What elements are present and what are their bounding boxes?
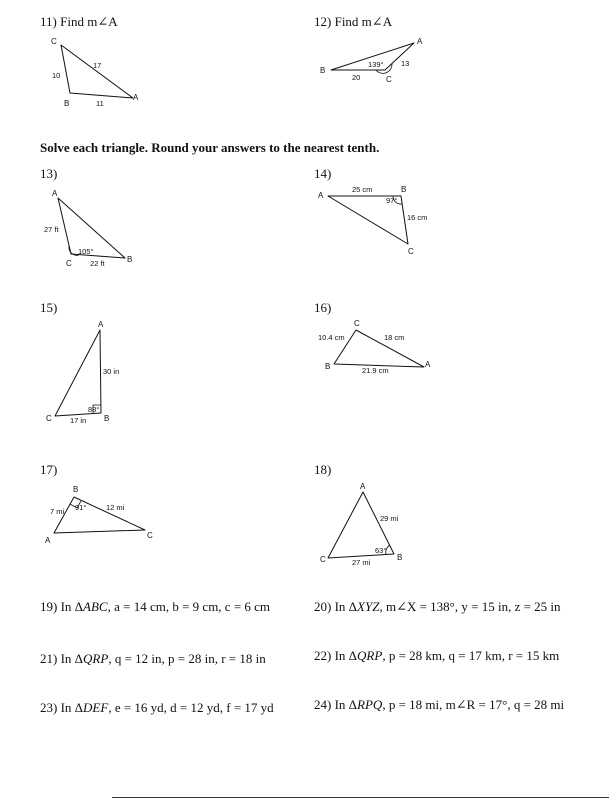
problem-23: 23) In ΔDEF, e = 16 yd, d = 12 yd, f = 17 yd: [40, 700, 274, 715]
vertex-b-13: B: [127, 255, 133, 264]
problem-24: 24) In ΔRPQ, p = 18 mi, m∠R = 17°, q = 28 mi: [314, 697, 565, 712]
vertex-a-12: A: [417, 37, 423, 46]
vertex-a-15: A: [98, 320, 104, 329]
vertex-a-14: A: [318, 191, 324, 200]
vertex-c-15: C: [46, 414, 52, 423]
measure-angle-15: 88°: [88, 405, 100, 414]
vertex-c-12: C: [386, 75, 392, 84]
measure-bc-16: 10.4 cm: [318, 333, 345, 342]
measure-bc-17: 12 mi: [106, 503, 125, 512]
measure-ca-16: 18 cm: [384, 333, 405, 342]
problem-21: 21) In ΔQRP, q = 12 in, p = 28 in, r = 18 in: [40, 651, 266, 666]
problem-12-prompt: Find m∠A: [334, 14, 393, 29]
problem-14-number: 14): [314, 166, 332, 181]
measure-bc-14: 16 cm: [407, 213, 428, 222]
vertex-b-14: B: [401, 185, 407, 194]
measure-ab-14: 25 cm: [352, 185, 373, 194]
problem-17-number: 17): [40, 462, 58, 477]
vertex-a-17: A: [45, 536, 51, 545]
vertex-b-16: B: [325, 362, 331, 371]
measure-angle-18: 63°: [375, 546, 387, 555]
vertex-a-11: A: [133, 93, 139, 102]
vertex-b-18: B: [397, 553, 403, 562]
vertex-c-16: C: [354, 319, 360, 328]
bottom-rule: [112, 797, 609, 798]
measure-cb-13: 22 ft: [90, 259, 105, 268]
measure-ca-11: 17: [93, 61, 102, 70]
vertex-c-17: C: [147, 531, 153, 540]
measure-cb-15: 17 in: [70, 416, 87, 425]
problem-12-number: 12): [314, 14, 332, 29]
measure-ac-13: 27 ft: [44, 225, 59, 234]
vertex-a-16: A: [425, 360, 431, 369]
problem-22: 22) In ΔQRP, p = 28 km, q = 17 km, r = 15 km: [314, 648, 560, 663]
measure-angle-17: 91°: [75, 503, 87, 512]
vertex-c-13: C: [66, 259, 72, 268]
problem-18-number: 18): [314, 462, 332, 477]
vertex-c-14: C: [408, 247, 414, 256]
measure-angle-13: 105°: [78, 247, 94, 256]
measure-cb-18: 27 mi: [352, 558, 371, 567]
vertex-c-11: C: [51, 37, 57, 46]
vertex-b-12: B: [320, 66, 326, 75]
problem-16-number: 16): [314, 300, 332, 315]
measure-ba-16: 21.9 cm: [362, 366, 389, 375]
measure-ca-12: 13: [401, 59, 410, 68]
measure-angle-12: 139°: [368, 60, 384, 69]
measure-bc-12: 20: [352, 73, 361, 82]
problem-19: 19) In ΔABC, a = 14 cm, b = 9 cm, c = 6 cm: [40, 599, 271, 614]
measure-ab-15: 30 in: [103, 367, 120, 376]
measure-cb-11: 10: [52, 71, 61, 80]
measure-ab-18: 29 mi: [380, 514, 399, 523]
vertex-a-18: A: [360, 482, 366, 491]
measure-ba-11: 11: [96, 99, 104, 108]
problem-13-number: 13): [40, 166, 58, 181]
problem-20: 20) In ΔXYZ, m∠X = 138°, y = 15 in, z = 25 in: [314, 599, 561, 614]
measure-ab-17: 7 mi: [50, 507, 65, 516]
vertex-b-17: B: [73, 485, 79, 494]
measure-angle-14: 97°: [386, 196, 398, 205]
problem-11-prompt: Find m∠A: [60, 14, 118, 29]
section-heading: Solve each triangle. Round your answers to the nearest tenth.: [40, 140, 380, 155]
problem-11-number: 11): [40, 14, 57, 29]
vertex-b-15: B: [104, 414, 110, 423]
problem-15-number: 15): [40, 300, 58, 315]
vertex-a-13: A: [52, 189, 58, 198]
vertex-b-11: B: [64, 99, 70, 108]
vertex-c-18: C: [320, 555, 326, 564]
